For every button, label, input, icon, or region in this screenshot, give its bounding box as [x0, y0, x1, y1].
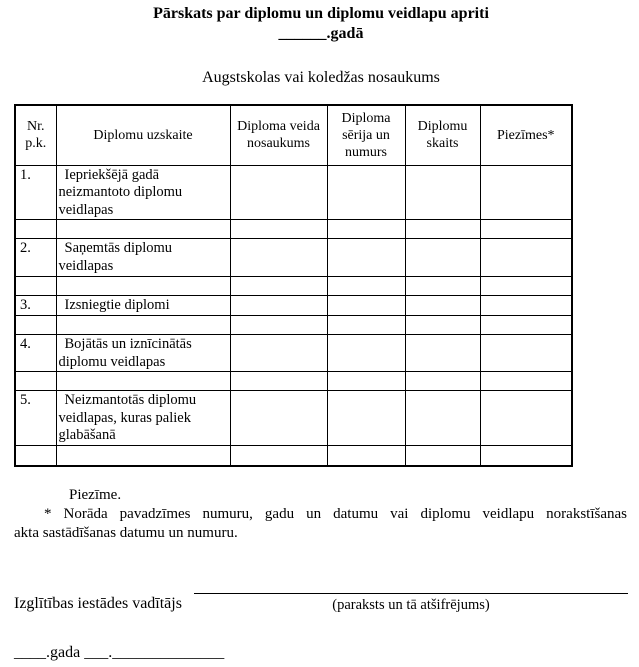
fill-in-cell — [480, 296, 572, 316]
header-diploma-serija-numurs: Diploma sērija un numurs — [327, 105, 405, 165]
fill-in-cell — [230, 220, 327, 239]
signature-area — [194, 575, 628, 614]
header-nr-pk: Nr. p.k. — [15, 105, 56, 165]
fill-in-cell — [56, 446, 230, 466]
header-diplomu-skaits: Diplomu skaits — [405, 105, 480, 165]
header-diploma-veida-nosaukums: Diploma veida nosaukums — [230, 105, 327, 165]
spacer-row — [15, 277, 572, 296]
row-number: 1. — [15, 165, 56, 220]
date-blank-line: ____.gada ___.______________ — [14, 643, 225, 661]
table-row-4 — [15, 335, 572, 372]
title-line-1: Pārskats par diplomu un diplomu veidlapu apriti — [153, 5, 489, 22]
row-number: 2. — [15, 239, 56, 277]
fill-in-cell — [480, 277, 572, 296]
fill-in-cell — [56, 277, 230, 296]
fill-in-cell — [405, 165, 480, 220]
row-label: Neizmantotās diplomu veidlapas, kuras paliek glabāšanā — [56, 391, 230, 446]
fill-in-cell — [405, 220, 480, 239]
fill-in-cell — [15, 316, 56, 335]
diploma-report-table — [14, 104, 573, 467]
fill-in-cell — [15, 372, 56, 391]
fill-in-cell — [230, 277, 327, 296]
fill-in-cell — [327, 277, 405, 296]
fill-in-cell — [230, 296, 327, 316]
spacer-row — [15, 446, 572, 466]
row-number: 4. — [15, 335, 56, 372]
table-row-5 — [15, 391, 572, 446]
fill-in-cell — [56, 372, 230, 391]
fill-in-cell — [327, 239, 405, 277]
fill-in-cell — [480, 335, 572, 372]
fill-in-cell — [405, 316, 480, 335]
signature-blank-line — [194, 575, 628, 594]
table-header-row — [15, 105, 572, 165]
fill-in-cell — [405, 277, 480, 296]
fill-in-cell — [56, 220, 230, 239]
institution-name-subtitle: Augstskolas vai koledžas nosaukums — [202, 69, 440, 86]
header-diplomu-uzskaite: Diplomu uzskaite — [56, 105, 230, 165]
fill-in-cell — [230, 335, 327, 372]
fill-in-cell — [405, 372, 480, 391]
title-line-2-year-blank: ______.gadā — [278, 25, 364, 42]
footnote-text-line-2: akta sastādīšanas datumu un numuru. — [14, 524, 238, 541]
fill-in-cell — [480, 446, 572, 466]
fill-in-cell — [15, 277, 56, 296]
fill-in-cell — [327, 296, 405, 316]
fill-in-cell — [230, 316, 327, 335]
fill-in-cell — [327, 165, 405, 220]
fill-in-cell — [480, 316, 572, 335]
spacer-row — [15, 372, 572, 391]
row-label: Saņemtās diplomu veidlapas — [56, 239, 230, 277]
fill-in-cell — [327, 446, 405, 466]
fill-in-cell — [15, 220, 56, 239]
fill-in-cell — [480, 220, 572, 239]
table-row-2 — [15, 239, 572, 277]
fill-in-cell — [327, 335, 405, 372]
fill-in-cell — [405, 296, 480, 316]
fill-in-cell — [405, 239, 480, 277]
footnote-heading: Piezīme. — [69, 486, 122, 503]
table-row-3 — [15, 296, 572, 316]
document-title — [14, 4, 628, 44]
fill-in-cell — [405, 335, 480, 372]
row-label: Izsniegtie diplomi — [56, 296, 230, 316]
fill-in-cell — [327, 220, 405, 239]
fill-in-cell — [56, 316, 230, 335]
fill-in-cell — [480, 239, 572, 277]
row-number: 5. — [15, 391, 56, 446]
row-label: Iepriekšējā gadā neizmantoto diplomu veidlapas — [56, 165, 230, 220]
spacer-row — [15, 220, 572, 239]
fill-in-cell — [405, 446, 480, 466]
fill-in-cell — [230, 372, 327, 391]
fill-in-cell — [327, 391, 405, 446]
table-row-1 — [15, 165, 572, 220]
row-number: 3. — [15, 296, 56, 316]
header-piezimes: Piezīmes* — [480, 105, 572, 165]
footnote-text-line-1: * Norāda pavadzīmes numuru, gadu un datumu vai diplomu veidlapu norakstīšanas — [44, 505, 627, 522]
fill-in-cell — [480, 165, 572, 220]
signature-label: Izglītības iestādes vadītājs — [14, 594, 182, 612]
fill-in-cell — [327, 372, 405, 391]
fill-in-cell — [327, 316, 405, 335]
row-label: Bojātās un iznīcinātās diplomu veidlapas — [56, 335, 230, 372]
fill-in-cell — [230, 446, 327, 466]
fill-in-cell — [405, 391, 480, 446]
fill-in-cell — [230, 391, 327, 446]
signature-caption: (paraksts un tā atšifrējums) — [332, 596, 490, 613]
fill-in-cell — [230, 165, 327, 220]
spacer-row — [15, 316, 572, 335]
fill-in-cell — [480, 372, 572, 391]
signature-block — [14, 575, 628, 614]
fill-in-cell — [15, 446, 56, 466]
fill-in-cell — [230, 239, 327, 277]
footnote-block — [14, 486, 627, 543]
fill-in-cell — [480, 391, 572, 446]
